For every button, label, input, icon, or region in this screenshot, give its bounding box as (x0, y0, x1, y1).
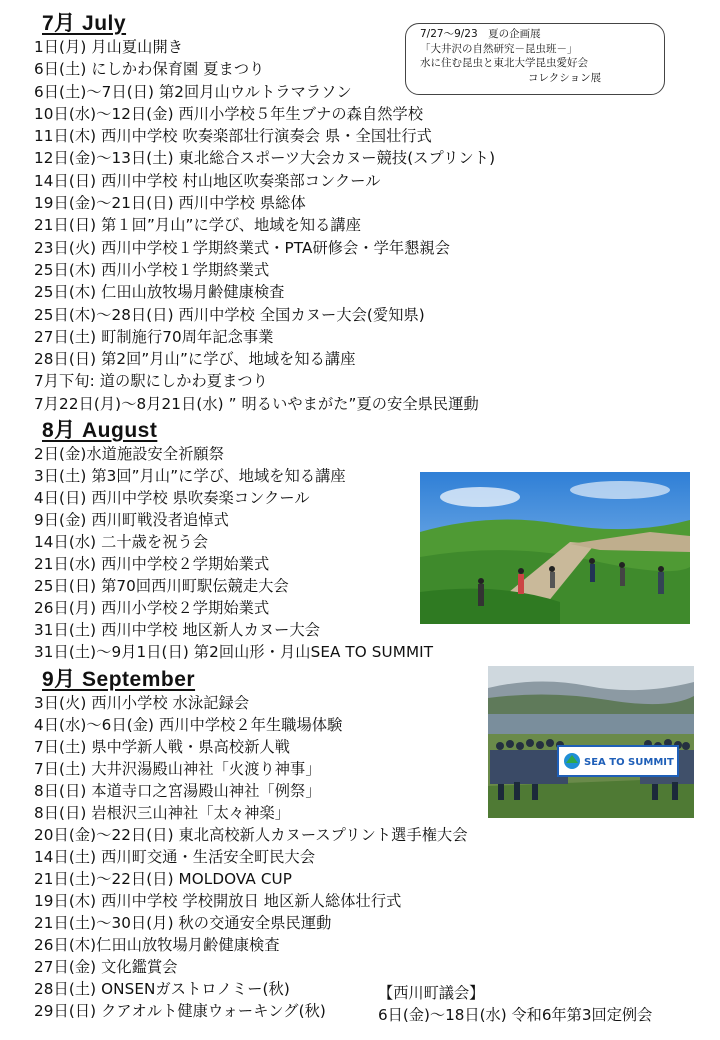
exhibit-subtitle-cont: コレクション展 (528, 71, 602, 84)
august-section (34, 419, 433, 663)
event-item: 28日(土) ONSENガストロノミー(秋) (34, 980, 290, 998)
event-item: 8日(日) 岩根沢三山神社「太々神楽」 (34, 804, 291, 822)
exhibit-subtitle: 水に住む昆虫と東北大学昆虫愛好会 (420, 57, 588, 69)
mountain-hikers-photo (420, 472, 690, 624)
event-item: 1日(月) 月山夏山開き (34, 38, 184, 56)
month-heading-august: 8月 August (42, 419, 158, 442)
event-item: 27日(金) 文化鑑賞会 (34, 958, 178, 976)
exhibit-callout (405, 23, 665, 95)
month-heading-september: 9月 September (42, 668, 196, 691)
event-item: 21日(水) 西川中学校２学期始業式 (34, 555, 270, 573)
event-item: 19日(木) 西川中学校 学校開放日 地区新人総体壮行式 (34, 892, 402, 910)
event-item: 7日(土) 県中学新人戦・県高校新人戦 (34, 738, 291, 756)
event-item: 25日(日) 第70回西川町駅伝競走大会 (34, 577, 289, 595)
event-item: 4日(日) 西川中学校 県吹奏楽コンクール (34, 489, 310, 507)
town-council-notice (378, 982, 652, 1026)
event-item: 14日(土) 西川町交通・生活安全町民大会 (34, 848, 316, 866)
event-item: 21日(日) 第１回”月山”に学び、地域を知る講座 (34, 216, 362, 235)
event-item: 6日(土) にしかわ保育園 夏まつり (34, 60, 265, 79)
month-heading-july: 7月 July (42, 12, 127, 35)
event-item: 21日(土)～22日(日) MOLDOVA CUP (34, 870, 293, 888)
september-section (34, 668, 468, 1022)
event-item: 6日(土)～7日(日) 第2回月山ウルトラマラソン (34, 82, 352, 101)
sea-to-summit-group-photo (488, 666, 694, 818)
town-council-session: 6日(金)～18日(水) 令和6年第3回定例会 (378, 1006, 653, 1024)
event-item: 26日(木)仁田山放牧場月齢健康検査 (34, 936, 280, 954)
event-item: 14日(水) 二十歳を祝う会 (34, 533, 209, 551)
event-item: 27日(土) 町制施行70周年記念事業 (34, 327, 274, 346)
event-item: 7月下旬: 道の駅にしかわ夏まつり (34, 372, 268, 391)
sea-to-summit-banner-text: SEA TO SUMMIT (584, 757, 674, 768)
event-item: 25日(木)～28日(日) 西川中学校 全国カヌー大会(愛知県) (34, 305, 425, 324)
group-photo-image (488, 666, 694, 818)
event-item: 9日(金) 西川町戦没者追悼式 (34, 511, 229, 529)
event-item: 23日(火) 西川中学校１学期終業式・PTA研修会・学年懇親会 (34, 238, 451, 257)
exhibit-title: 「大井沢の自然研究－昆虫班－」 (420, 42, 578, 55)
exhibit-period: 7/27～9/23 夏の企画展 (420, 28, 541, 40)
town-council-heading: 【西川町議会】 (378, 984, 485, 1002)
event-item: 31日(土) 西川中学校 地区新人カヌー大会 (34, 621, 321, 639)
event-item: 21日(土)～30日(月) 秋の交通安全県民運動 (34, 914, 332, 932)
event-item: 14日(日) 西川中学校 村山地区吹奏楽部コンクール (34, 171, 381, 190)
event-item: 12日(金)～13日(土) 東北総合スポーツ大会カヌー競技(スプリント) (34, 149, 496, 168)
event-item: 25日(木) 西川小学校１学期終業式 (34, 260, 270, 279)
event-item: 7日(土) 大井沢湯殿山神社「火渡り神事」 (34, 760, 321, 778)
event-item: 26日(月) 西川小学校２学期始業式 (34, 599, 270, 617)
event-item: 10日(水)～12日(金) 西川小学校５年生ブナの森自然学校 (34, 104, 424, 123)
event-item: 29日(日) クアオルト健康ウォーキング(秋) (34, 1002, 326, 1020)
event-item: 3日(土) 第3回”月山”に学び、地域を知る講座 (34, 467, 346, 485)
event-item: 8日(日) 本道寺口之宮湯殿山神社「例祭」 (34, 782, 321, 800)
event-item: 2日(金)水道施設安全祈願祭 (34, 445, 224, 463)
event-item: 3日(火) 西川小学校 水泳記録会 (34, 694, 250, 712)
event-item: 25日(木) 仁田山放牧場月齢健康検査 (34, 283, 285, 302)
event-item: 28日(日) 第2回”月山”に学び、地域を知る講座 (34, 350, 356, 369)
event-item: 4日(水)～6日(金) 西川中学校２年生職場体験 (34, 716, 343, 734)
event-item: 11日(木) 西川中学校 吹奏楽部壮行演奏会 県・全国壮行式 (34, 127, 432, 146)
event-item: 19日(金)～21日(日) 西川中学校 県総体 (34, 194, 306, 213)
event-item: 31日(土)～9月1日(日) 第2回山形・月山SEA TO SUMMIT (34, 643, 434, 661)
mountain-hikers-image (420, 472, 690, 624)
event-item: 20日(金)～22日(日) 東北高校新人カヌースプリント選手権大会 (34, 826, 468, 844)
event-item: 7月22日(月)～8月21日(水) ” 明るいやまがた”夏の安全県民運動 (34, 394, 479, 413)
